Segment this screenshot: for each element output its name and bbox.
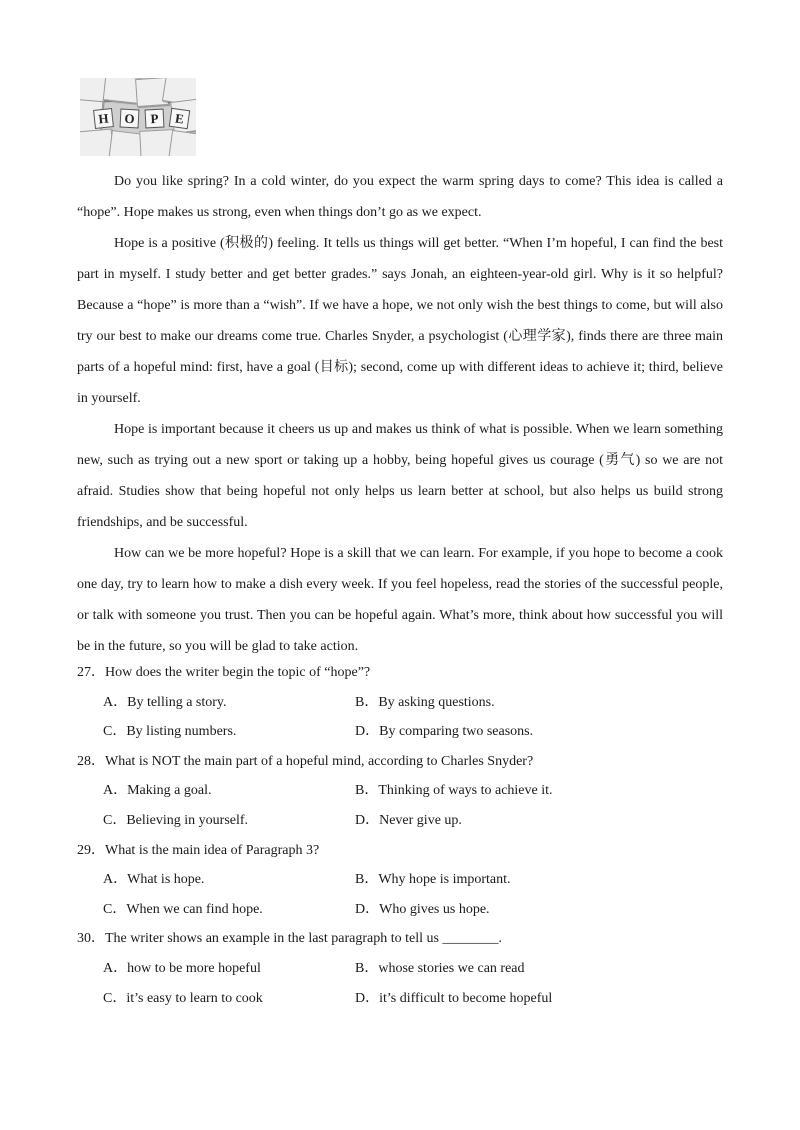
- paper-scrap: [168, 130, 196, 156]
- option-row: [77, 865, 723, 895]
- paragraph-1: Do you like spring? In a cold winter, do you expect the warm spring days to come? This idea is called a “hope”. Hope makes us strong, even when things don’t go as we expect.: [77, 174, 723, 220]
- option-d: D．Never give up.: [355, 812, 462, 828]
- option-a: A．how to be more hopeful: [103, 960, 261, 976]
- question-29: [77, 836, 723, 925]
- option-b: B．Thinking of ways to achieve it.: [355, 783, 553, 799]
- question-27: [77, 658, 723, 747]
- paragraph-2: Hope is a positive (积极的) feeling. It tells us things will get better. “When I’m hopeful, I can find the best part in myself. I study better and get better grades.” says Jonah, an eighteen-year-old girl. Why is it so helpful? Because a “hope” is more than a “wish”. If we have a hope, we not only wish the best things to come, but will also try our best to make our dreams come true. Charles Snyder, a psychologist (心理学家), finds there are three main parts of a hopeful mind: first, have a goal (目标); second, come up with different ideas to achieve it; third, believe in yourself.: [77, 236, 723, 406]
- paragraph-3: Hope is important because it cheers us up and makes us think of what is possible. When we learn something new, such as trying out a new sport or taking up a hobby, being hopeful gives us courage (勇气) so we are not afraid. Studies show that being hopeful not only helps us learn better at school, but also helps us build strong friendships, and be successful.: [77, 422, 723, 530]
- option-c: C．When we can find hope.: [103, 901, 263, 917]
- option-d: D．Who gives us hope.: [355, 901, 490, 917]
- reading-passage: [77, 166, 723, 662]
- letter-tile: H: [93, 108, 114, 129]
- question-28: [77, 747, 723, 836]
- question-stem: 29．What is the main idea of Paragraph 3?: [77, 842, 320, 858]
- option-row: [77, 954, 723, 984]
- option-d: D．By comparing two seasons.: [355, 724, 534, 740]
- option-b: B．Why hope is important.: [355, 872, 511, 888]
- option-row: [77, 776, 723, 806]
- hope-picture: [80, 78, 196, 156]
- letter-tile: P: [145, 109, 165, 129]
- letter-tile: E: [169, 108, 190, 129]
- question-stem: 28．What is NOT the main part of a hopeful mind, according to Charles Snyder?: [77, 753, 534, 769]
- option-row: [77, 717, 723, 747]
- question-30: [77, 924, 723, 1013]
- option-c: C．it’s easy to learn to cook: [103, 990, 263, 1006]
- option-d: D．it’s difficult to become hopeful: [355, 990, 553, 1006]
- question-stem: 30．The writer shows an example in the last paragraph to tell us ________.: [77, 931, 502, 947]
- option-a: A．Making a goal.: [103, 783, 212, 799]
- option-c: C．Believing in yourself.: [103, 812, 249, 828]
- paragraph-4: How can we be more hopeful? Hope is a skill that we can learn. For example, if you hope to become a cook one day, try to learn how to make a dish every week. If you feel hopeless, read the stories of the successful people, or talk with someone you trust. Then you can be hopeful again. What’s more, think about how successful you will be in the future, so you will be glad to take action.: [77, 546, 723, 654]
- question-list: [77, 658, 723, 1013]
- option-row: [77, 806, 723, 836]
- option-row: [77, 984, 723, 1014]
- option-b: B．whose stories we can read: [355, 960, 525, 976]
- option-a: A．By telling a story.: [103, 694, 227, 710]
- option-a: A．What is hope.: [103, 872, 205, 888]
- option-row: [77, 688, 723, 718]
- letter-tile: O: [120, 109, 140, 129]
- option-c: C．By listing numbers.: [103, 724, 237, 740]
- option-row: [77, 895, 723, 925]
- option-b: B．By asking questions.: [355, 694, 495, 710]
- question-stem: 27．How does the writer begin the topic of “hope”?: [77, 665, 371, 680]
